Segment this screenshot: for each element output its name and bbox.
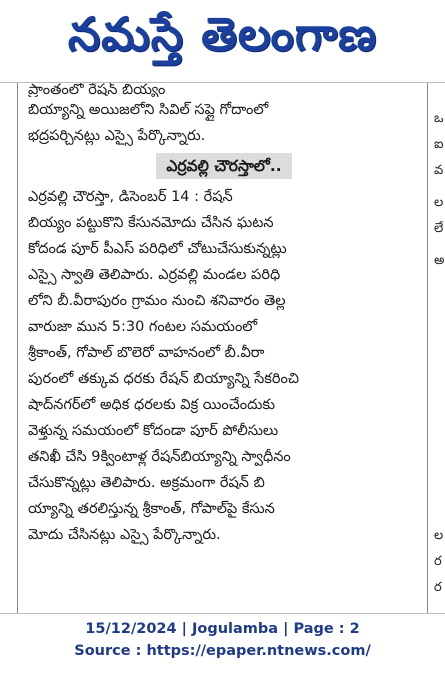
- adjacent-column-fragment: ఒ: [434, 111, 444, 126]
- adjacent-column-fragment: ర: [434, 554, 442, 569]
- article-line: వెళ్తున్న సమయంలో కోదండా పూర్ పోలీసులు: [28, 423, 279, 439]
- clipping-footer: [0, 618, 445, 662]
- adjacent-column-fragment: ల: [434, 528, 444, 543]
- column-divider: [427, 83, 428, 613]
- newspaper-clipping: [0, 82, 445, 614]
- article-line: చేసుకొన్నట్లు తెలిపారు. అక్రమంగా రేషన్ బి: [28, 475, 265, 491]
- article-line: బియ్యం పట్టుకొని కేసునమోదు చేసిన ఘటన: [28, 215, 274, 231]
- right-column-edge: [425, 83, 445, 613]
- edition-info: 15/12/2024 | Jogulamba | Page : 2: [85, 621, 360, 637]
- left-column-edge: [0, 83, 20, 613]
- masthead-title: నమస్తే తెలంగాణ: [67, 7, 378, 61]
- article-line: వారుజా మున 5:30 గంటల సమయంలో: [28, 319, 258, 335]
- article-line: బియ్యాన్ని అయిజలోని సివిల్ సప్లై గోదాంలో: [28, 102, 269, 118]
- article-line: కోదండ పూర్ పీఎస్ పరిధిలో చోటుచేసుకున్నట్లు: [28, 241, 287, 257]
- article-line: ఎస్సై స్వాతి తెలిపారు. ఎర్రవల్లి మండల పరిధి: [28, 267, 281, 283]
- adjacent-column-fragment: ర: [434, 580, 442, 595]
- article-line: తనిఖీ చేసి 9క్వింటాళ్ల రేషన్‌బియ్యాన్ని స్వాధీనం: [28, 449, 291, 465]
- article-line: షాద్‌నగర్‌లో అధిక ధరలకు విక్ర యించేందుకు: [28, 397, 275, 413]
- article-line: ఎర్రవల్లి చౌరస్తా, డిసెంబర్ 14 : రేషన్: [28, 189, 233, 205]
- article-paragraph: [28, 184, 420, 548]
- newspaper-masthead: [0, 0, 445, 80]
- article-line: పురంలో తక్కువ ధరకు రేషన్ బియ్యాన్ని సేకరించి: [28, 371, 299, 387]
- article-line: శ్రీకాంత్, గోపాల్ బొలెరో వాహనంలో బీ.వీరా: [28, 345, 265, 361]
- source-info: Source : https://epaper.ntnews.com/: [74, 643, 371, 659]
- adjacent-column-fragment: లే: [434, 221, 444, 236]
- cut-text-line: ప్రాంతంలో రేషన్ బియ్యం: [28, 82, 166, 97]
- article-line: మోదు చేసినట్లు ఎస్సై పేర్కొన్నారు.: [28, 527, 221, 543]
- adjacent-column-fragment: అ: [434, 253, 445, 268]
- adjacent-column-fragment: వ: [434, 163, 444, 178]
- column-divider: [17, 83, 18, 613]
- article-line: లోని బీ.వీరాపురం గ్రామం నుంచి శనివారం తెల్ల: [28, 293, 286, 309]
- article-subheading: [28, 153, 420, 180]
- subheading-text: ఎర్రవల్లి చౌరస్తాలో..: [156, 153, 291, 179]
- adjacent-column-fragment: ఐ: [434, 137, 444, 152]
- article-line: య్యాన్ని తరలిస్తున్న శ్రీకాంత్, గోపాల్‌పై కేసున: [28, 501, 275, 517]
- adjacent-column-fragment: ల: [434, 195, 444, 210]
- article-line: భద్రపర్చినట్లు ఎస్సై పేర్కొన్నారు.: [28, 128, 206, 144]
- article-column: [28, 83, 420, 613]
